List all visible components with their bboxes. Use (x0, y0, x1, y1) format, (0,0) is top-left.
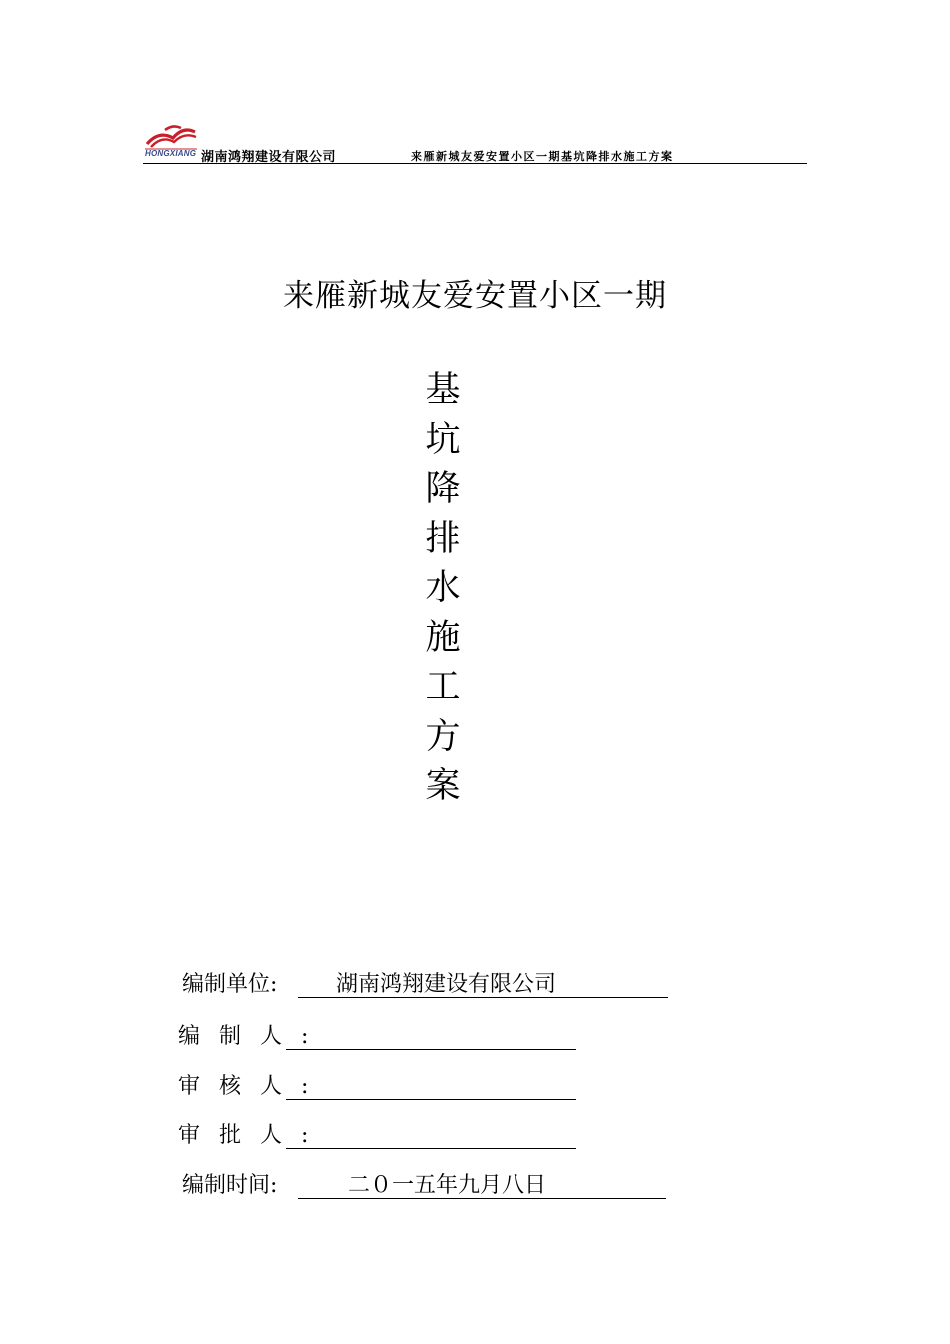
vertical-title-char: 工 (425, 667, 461, 707)
header-project-name: 来雁新城友爱安置小区一期基坑降排水施工方案 (411, 150, 674, 163)
header-rule (143, 163, 807, 164)
field-approver (178, 1121, 576, 1151)
vertical-title-char: 案 (425, 766, 461, 806)
field-date (182, 1171, 666, 1201)
field-date-label: 编制时间: (182, 1173, 278, 1198)
vertical-title-char: 排 (425, 518, 461, 559)
field-unit-value: 湖南鸿翔建设有限公司 (336, 972, 557, 997)
vertical-title-char: 降 (425, 469, 461, 509)
vertical-title (418, 366, 468, 812)
page-header (143, 122, 807, 164)
header-company-name: 湖南鸿翔建设有限公司 (201, 150, 337, 165)
vertical-title-char: 水 (425, 568, 461, 608)
document-title: 来雁新城友爱安置小区一期 (283, 278, 667, 314)
field-author-label: 编 制 人 : (178, 1024, 315, 1049)
field-date-value: 二０一五年九月八日 (348, 1173, 547, 1198)
field-unit (182, 970, 668, 1000)
vertical-title-char: 施 (425, 617, 461, 658)
field-approver-label: 审 批 人 : (178, 1123, 315, 1148)
vertical-title-char: 坑 (425, 419, 461, 460)
logo-text: HONGXIANG (145, 149, 197, 158)
vertical-title-char: 基 (425, 370, 461, 410)
field-unit-label: 编制单位: (182, 972, 278, 997)
company-logo (143, 122, 201, 160)
vertical-title-char: 方 (425, 716, 461, 757)
field-author (178, 1022, 576, 1052)
field-reviewer-line (286, 1099, 576, 1100)
field-reviewer (178, 1072, 576, 1102)
field-author-line (286, 1049, 576, 1050)
field-reviewer-label: 审 核 人 : (178, 1074, 315, 1099)
field-approver-line (286, 1148, 576, 1149)
